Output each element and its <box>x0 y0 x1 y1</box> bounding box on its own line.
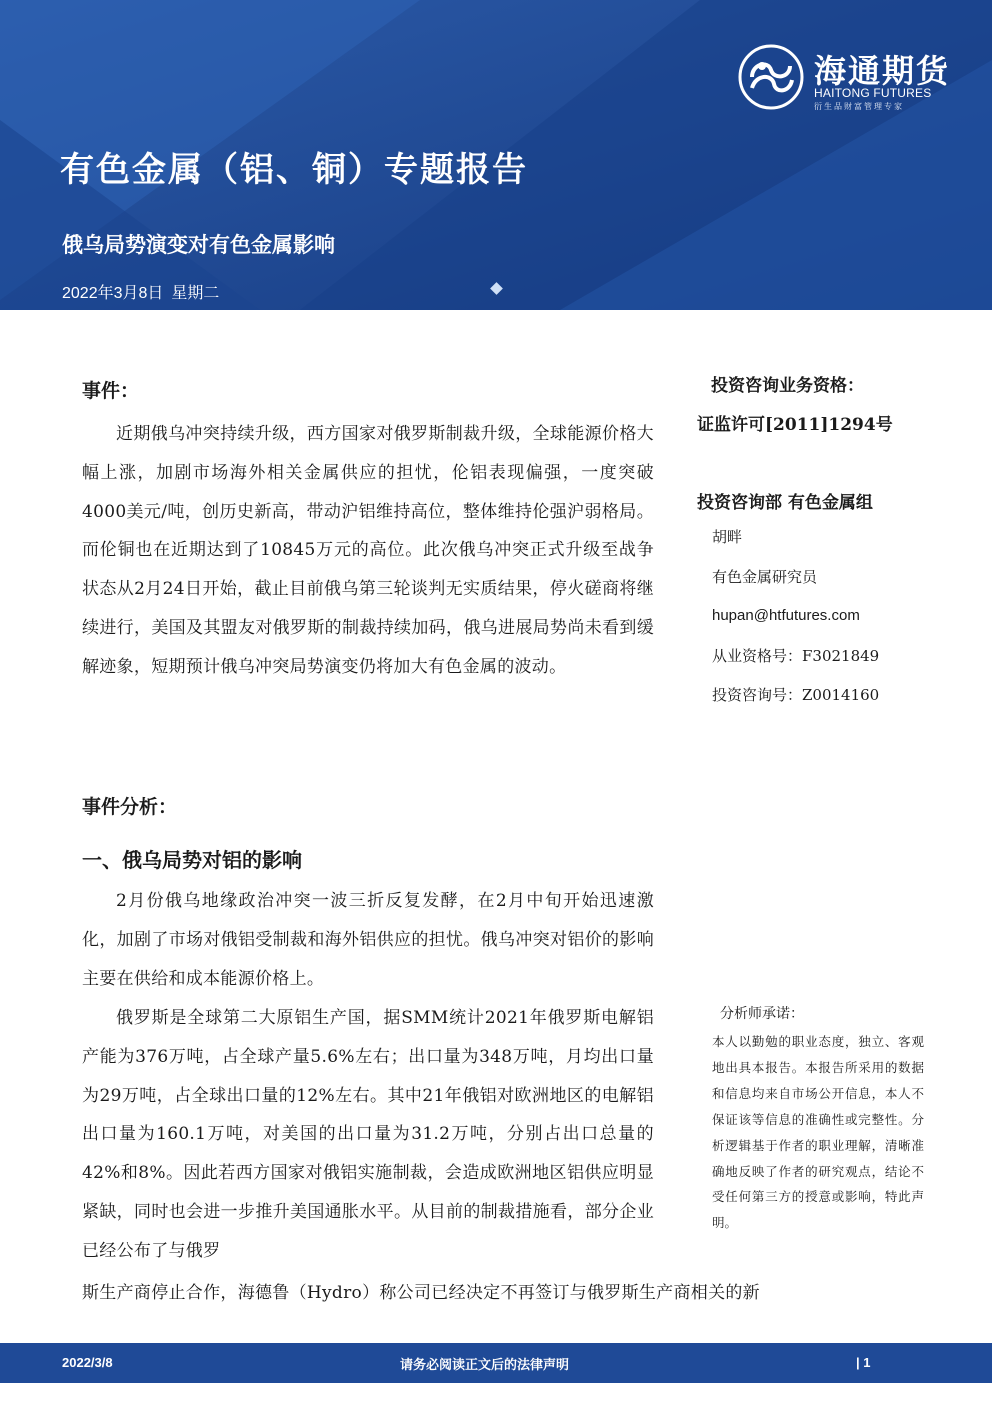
analysis-paragraph-2: 俄罗斯是全球第二大原铝生产国，据SMM统计2021年俄罗斯电解铝产能为376万吨，占全球产量5.6%左右；出口量为348万吨，月均出口量为29万吨，占全球出口量的12%左右。其中21年俄铝对欧洲地区的电解铝出口量为160.1万吨，对美国的出口量为31.2万吨，分别占出口总量的42%和8%。因此若西方国家对俄铝实施制裁，会造成欧洲地区铝供应明显紧缺，同时也会进一步推升美国通胀水平。从目前的制裁措施看，部分企业已经公布了与俄罗 <box>82 1008 654 1261</box>
report-weekday: 星期二 <box>171 285 220 302</box>
logo-slogan: 衍生品财富管理专家 <box>814 102 904 111</box>
subsection-heading: 一、俄乌局势对铝的影响 <box>82 848 302 872</box>
department: 投资咨询部 有色金属组 <box>697 493 873 513</box>
analyst-email[interactable]: hupan@htfutures.com <box>712 607 860 624</box>
practice-license: 从业资格号：F3021849 <box>712 647 880 665</box>
promise-body: 本人以勤勉的职业态度，独立、客观地出具本报告。本报告所采用的数据和信息均来自市场公开信息，本人不保证该等信息的准确性或完整性。分析逻辑基于作者的职业理解，清晰准确地反映了作者的研究观点，结论不受任何第三方的授意或影响，特此声明。 <box>712 1034 924 1231</box>
promise-title: 分析师承诺： <box>720 1006 804 1022</box>
event-paragraph: 近期俄乌冲突持续升级，西方国家对俄罗斯制裁升级，全球能源价格大幅上涨，加剧市场海外相关金属供应的担忧，伦铝表现偏强，一度突破4000美元/吨，创历史新高，带动沪铝维持高位，整体维持伦强沪弱格局。而伦铜也在近期达到了10845万元的高位。此次俄乌冲突正式升级至战争状态从2月24日开始，截止目前俄乌第三轮谈判无实质结果，停火磋商将继续进行，美国及其盟友对俄罗斯的制裁持续加码，俄乌进展局势尚未看到缓解迹象，短期预计俄乌冲突局势演变仍将加大有色金属的波动。 <box>82 424 654 677</box>
analysis-heading: 事件分析： <box>82 796 178 818</box>
footer-legal-notice: 请务必阅读正文后的法律声明 <box>400 1358 570 1373</box>
analysis-paragraph-2-continued: 斯生产商停止合作，海德鲁（Hydro）称公司已经决定不再签订与俄罗斯生产商相关的新 <box>82 1283 760 1303</box>
analysis-paragraph-1: 2月份俄乌地缘政治冲突一波三折反复发酵，在2月中旬开始迅速激化，加剧了市场对俄铝受制裁和海外铝供应的担忧。俄乌冲突对铝价的影响主要在供给和成本能源价格上。 <box>82 891 654 989</box>
report-date-value: 2022年3月8日 <box>62 285 164 302</box>
report-subtitle: 俄乌局势演变对有色金属影响 <box>62 232 335 257</box>
advisory-license: 投资咨询号：Z0014160 <box>712 686 880 704</box>
logo-english-name: HAITONG FUTURES <box>814 86 932 100</box>
report-date <box>62 280 227 303</box>
footer-page-number: | 1 <box>856 1355 871 1370</box>
footer-bar <box>0 1343 992 1383</box>
logo-chinese-name: 海通期货 <box>814 52 951 90</box>
report-title: 有色金属（铝、铜）专题报告 <box>60 150 528 190</box>
header-banner <box>0 0 992 310</box>
haitong-emblem-icon <box>738 44 804 110</box>
analyst-promise <box>712 1003 924 1236</box>
analyst-name: 胡畔 <box>712 528 743 546</box>
qualification-heading: 投资咨询业务资格： <box>711 376 864 396</box>
license-number: 证监许可[2011]1294号 <box>697 415 893 435</box>
haitong-logo <box>738 44 958 114</box>
event-heading: 事件： <box>82 380 140 402</box>
footer-date: 2022/3/8 <box>62 1355 113 1370</box>
analyst-title: 有色金属研究员 <box>712 568 818 586</box>
